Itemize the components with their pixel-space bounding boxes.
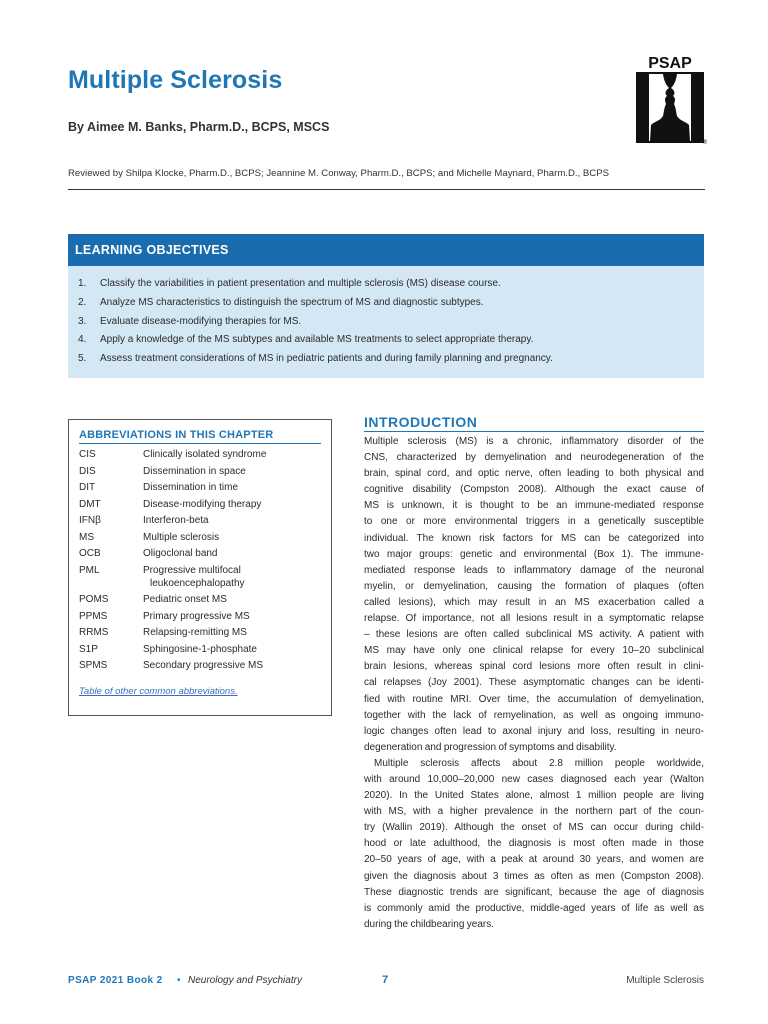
abbreviation-definition: Sphingosine-1-phosphate	[143, 643, 257, 655]
abbreviation-definition	[143, 564, 319, 590]
abbreviation-definition: Oligoclonal band	[143, 548, 218, 559]
objective-item	[68, 313, 704, 332]
abbreviation-term: CIS	[79, 449, 96, 460]
objective-text: Assess treatment considerations of MS in pediatric patients and during family planning and pregnancy.	[100, 353, 553, 365]
body-text-line: relapse. Of importance, not all lesions result in a symptomatic relapse	[364, 613, 704, 625]
abbreviation-term: RRMS	[79, 627, 109, 638]
abbreviation-term: S1P	[79, 643, 98, 655]
body-text-line: degeneration and progression of symptoms and disability.	[364, 741, 617, 753]
objective-text: Evaluate disease-modifying therapies for MS.	[100, 315, 302, 327]
page-title: Multiple Sclerosis	[68, 66, 283, 94]
body-text-line: mediated response leads to inflammatory damage of the neuronal	[364, 564, 704, 576]
abbreviation-row	[79, 512, 319, 529]
abbreviation-definition: Disease-modifying therapy	[143, 498, 262, 510]
objective-number: 2.	[78, 296, 87, 308]
body-text-line: brain lesions, whereas spinal cord lesions more often result in clini-	[364, 661, 704, 673]
body-text-line: 2020). In the United States alone, almost 1 million people are living	[364, 790, 704, 802]
body-text-line: with around 10,000–20,000 new cases diagnosed each year (Walton	[364, 773, 704, 785]
body-text-line: hood or late adulthood, the diagnosis is most often made in those	[364, 838, 704, 850]
header-divider	[68, 189, 705, 190]
body-text-line: logic changes often lead to axonal injury and loss, resulting in neuro-	[364, 725, 704, 737]
abbreviation-definition: Multiple sclerosis	[143, 531, 220, 543]
abbreviation-definition-line: leukoencephalopathy	[150, 577, 245, 589]
abbreviation-row	[79, 562, 319, 592]
abbreviation-definition: Relapsing-remitting MS	[143, 627, 247, 638]
author-line: By Aimee M. Banks, Pharm.D., BCPS, MSCS	[68, 120, 330, 134]
learning-objectives-list	[68, 266, 704, 369]
abbreviations-list	[79, 446, 319, 674]
logo-registered-mark: ®	[702, 140, 707, 145]
abbreviation-definition: Interferon-beta	[143, 515, 209, 526]
body-text-line: cal relapses (Joy 2001). These asymptomatic changes can be identi-	[364, 677, 704, 689]
abbreviation-term: OCB	[79, 548, 101, 559]
objective-item	[68, 331, 704, 350]
body-text-line: cognitive disability (Compston 2008). Although the exact cause of	[364, 484, 704, 496]
abbreviation-row	[79, 641, 319, 658]
objective-item	[68, 350, 704, 369]
footer-publication: PSAP 2021 Book 2	[68, 975, 163, 986]
abbreviations-box	[68, 419, 332, 716]
abbreviation-definition: Dissemination in space	[143, 465, 246, 477]
body-text-line: to one or more environmental triggers in a genetically susceptible	[364, 516, 704, 528]
abbreviation-term: DMT	[79, 498, 101, 510]
body-text-line: Multiple sclerosis affects about 2.8 million people worldwide,	[374, 757, 704, 769]
abbreviation-row	[79, 624, 319, 641]
abbreviation-definition-line: Progressive multifocal	[143, 564, 241, 576]
page-footer	[68, 973, 704, 989]
body-text-line: together with the lack of remyelination, as well as ongoing immuno-	[364, 709, 704, 721]
footer-series: Neurology and Psychiatry	[188, 975, 302, 986]
objective-text: Classify the variabilities in patient presentation and multiple sclerosis (MS) disease course.	[100, 278, 501, 289]
logo-wordmark: PSAP	[648, 55, 692, 72]
introduction-paragraph-1	[364, 434, 704, 756]
learning-objectives-box	[68, 234, 704, 378]
abbreviation-definition: Dissemination in time	[143, 482, 239, 493]
objective-number: 3.	[78, 315, 87, 327]
body-text-line: MS may have only one clinical relapse for every 10–20 subclinical	[364, 645, 704, 657]
body-text-line: is commonly amid the productive, middle-aged years of life as well as	[364, 902, 704, 914]
abbreviation-term: PML	[79, 564, 100, 576]
abbreviation-row	[79, 657, 319, 674]
introduction-body	[364, 434, 704, 933]
body-text-line: called lesions), which may result in an MS exacerbation called a	[364, 596, 704, 608]
body-text-line: individual. The known risk factors for MS can be categorized into	[364, 532, 704, 544]
objective-number: 4.	[78, 334, 87, 346]
body-text-line: – these lesions are often called subclinical MS activity. A patient with	[364, 629, 704, 641]
body-text-line: 20–50 years of age, with a peak at around 30 years, and women are	[364, 854, 704, 866]
abbreviation-row	[79, 496, 319, 513]
body-text-line: Multiple sclerosis (MS) is a chronic, inflammatory disorder of the	[364, 436, 704, 447]
objective-number: 5.	[78, 353, 87, 365]
abbreviation-definition: Pediatric onset MS	[143, 594, 227, 605]
abbreviation-term: DIT	[79, 482, 96, 493]
abbreviations-heading: ABBREVIATIONS IN THIS CHAPTER	[79, 429, 321, 444]
page-number: 7	[382, 974, 389, 986]
body-text-line: fied with routine MRI. Over time, the accumulation of demyelination,	[364, 693, 704, 705]
body-text-line: given the diagnosis about 3 times as often as men (Compston 2008).	[364, 870, 704, 882]
body-text-line: two major groups: genetic and environmental (Box 1). The immune-	[364, 548, 704, 560]
body-text-line: try (Wallin 2019). Although the onset of MS can occur during child-	[364, 822, 704, 834]
abbreviation-row	[79, 446, 319, 463]
abbreviations-table-link[interactable]: Table of other common abbreviations.	[79, 686, 238, 697]
abbreviation-term: DIS	[79, 465, 96, 477]
abbreviation-definition: Clinically isolated syndrome	[143, 449, 267, 460]
reviewers-line: Reviewed by Shilpa Klocke, Pharm.D., BCPS; Jeannine M. Conway, Pharm.D., BCPS; and Michelle Maynard, Pharm.D., BCPS	[68, 168, 610, 179]
abbreviation-row	[79, 463, 319, 480]
objective-text: Analyze MS characteristics to distinguish the spectrum of MS and diagnostic subtypes.	[100, 296, 484, 308]
abbreviation-term: IFNβ	[79, 515, 101, 526]
abbreviation-row	[79, 608, 319, 625]
body-text-line: These diagnostic trends are significant, because the age of diagnosis	[364, 886, 704, 898]
body-text-line: during the childbearing years.	[364, 918, 494, 930]
abbreviation-row	[79, 591, 319, 608]
introduction-heading: INTRODUCTION	[364, 414, 704, 432]
body-text-line: myelin, or demyelination, causing the formation of plaques (often	[364, 580, 704, 592]
body-text-line: brain, spinal cord, and optic nerve, often leading to both physical and	[364, 468, 704, 480]
abbreviation-row	[79, 479, 319, 496]
learning-objectives-heading: LEARNING OBJECTIVES	[68, 234, 704, 266]
abbreviation-row	[79, 529, 319, 546]
abbreviation-term: MS	[79, 531, 94, 543]
objective-item	[68, 294, 704, 313]
footer-topic: Multiple Sclerosis	[626, 975, 704, 986]
abbreviation-term: POMS	[79, 594, 109, 605]
abbreviation-term: SPMS	[79, 660, 108, 671]
abbreviation-definition: Secondary progressive MS	[143, 660, 264, 671]
body-text-line: MS is unknown, it is thought to be an immune-mediated response	[364, 500, 704, 512]
objective-item	[68, 275, 704, 294]
objective-number: 1.	[78, 278, 87, 289]
objective-text: Apply a knowledge of the MS subtypes and available MS treatments to select appropriate therapy.	[100, 334, 534, 346]
abbreviation-row	[79, 545, 319, 562]
abbreviation-definition: Primary progressive MS	[143, 610, 250, 622]
footer-separator: •	[177, 975, 181, 986]
psap-logo	[633, 55, 707, 145]
body-text-line: CNS, characterized by demyelination and neurodegeneration of the	[364, 452, 704, 464]
abbreviation-term: PPMS	[79, 610, 108, 622]
body-text-line: with MS, with a higher prevalence in the northern part of the coun-	[364, 806, 704, 818]
introduction-paragraph-2	[364, 756, 704, 933]
